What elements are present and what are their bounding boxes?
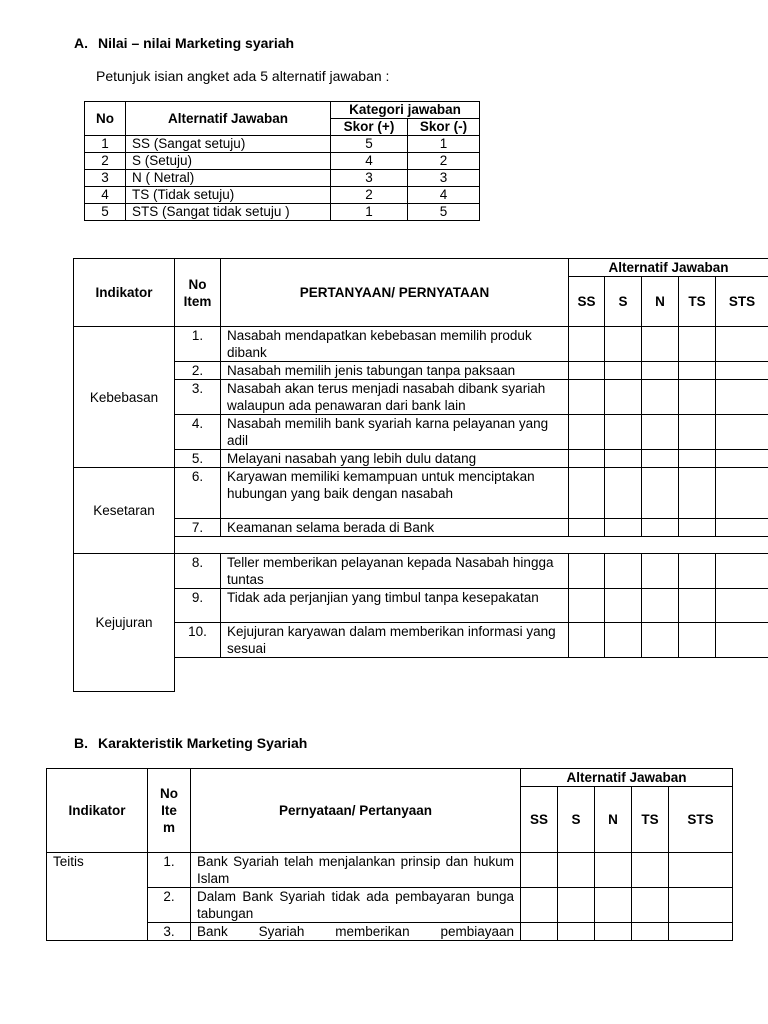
answer-s-cell[interactable]	[605, 519, 642, 537]
answer-ts-cell[interactable]	[679, 623, 716, 658]
item-no: 4.	[175, 415, 221, 450]
answer-ss-cell[interactable]	[569, 362, 605, 380]
answer-sts-cell[interactable]	[716, 554, 768, 589]
score-neg: 3	[408, 170, 480, 187]
qb-header-no-item	[148, 769, 191, 853]
table-row	[47, 888, 733, 923]
answer-sts-cell[interactable]	[716, 589, 768, 623]
score-neg: 5	[408, 204, 480, 221]
item-text: Tidak ada perjanjian yang timbul tanpa kesepakatan	[221, 589, 569, 623]
answer-n-cell[interactable]	[642, 415, 679, 450]
table-row	[74, 658, 768, 692]
score-no: 2	[85, 153, 126, 170]
score-header-alternatif: Alternatif Jawaban	[126, 102, 331, 136]
answer-sts-cell[interactable]	[716, 362, 768, 380]
item-no: 1.	[148, 853, 191, 888]
answer-n-cell[interactable]	[642, 450, 679, 468]
item-text: Nasabah memilih jenis tabungan tanpa paksaan	[221, 362, 569, 380]
answer-n-cell[interactable]	[642, 362, 679, 380]
qb-header-ts: TS	[632, 787, 669, 853]
answer-s-cell[interactable]	[605, 450, 642, 468]
score-label: TS (Tidak setuju)	[126, 187, 331, 204]
answer-ss-cell[interactable]	[569, 589, 605, 623]
score-no: 1	[85, 136, 126, 153]
table-row	[74, 468, 768, 519]
table-row	[85, 187, 480, 204]
score-header-kategori: Kategori jawaban	[331, 102, 480, 119]
score-pos: 5	[331, 136, 408, 153]
answer-sts-cell[interactable]	[716, 380, 768, 415]
item-no: 10.	[175, 623, 221, 658]
table-row	[85, 204, 480, 221]
section-b-letter: B.	[74, 735, 88, 751]
answer-ts-cell[interactable]	[679, 589, 716, 623]
item-text: Bank Syariah telah menjalankan prinsip dan hukum Islam	[191, 853, 521, 888]
indicator-teitis: Teitis	[47, 853, 148, 941]
answer-ts-cell[interactable]	[679, 380, 716, 415]
answer-ss-cell[interactable]	[569, 623, 605, 658]
item-no: 2.	[148, 888, 191, 923]
answer-ts-cell[interactable]	[632, 853, 669, 888]
section-b-heading	[74, 735, 307, 751]
answer-ss-cell[interactable]	[521, 853, 558, 888]
item-no: 2.	[175, 362, 221, 380]
qa-header-pertanyaan: PERTANYAAN/ PERNYATAAN	[221, 259, 569, 327]
qb-header-no-item-line2: Ite	[161, 803, 177, 818]
item-text: Keamanan selama berada di Bank	[221, 519, 569, 537]
table-row	[74, 327, 768, 362]
answer-ss-cell[interactable]	[569, 554, 605, 589]
answer-sts-cell[interactable]	[716, 327, 768, 362]
score-no: 4	[85, 187, 126, 204]
item-text: Bank Syariah memberikan pembiayaan	[191, 923, 521, 941]
answer-n-cell[interactable]	[595, 888, 632, 923]
item-text: Nasabah memilih bank syariah karna pelayanan yang adil	[221, 415, 569, 450]
answer-ss-cell[interactable]	[569, 327, 605, 362]
answer-ts-cell[interactable]	[679, 415, 716, 450]
score-header-no: No	[85, 102, 126, 136]
answer-s-cell[interactable]	[558, 853, 595, 888]
item-no: 8.	[175, 554, 221, 589]
item-no: 3.	[175, 380, 221, 415]
qb-header-s: S	[558, 787, 595, 853]
score-table	[84, 101, 480, 221]
table-row	[85, 136, 480, 153]
answer-n-cell[interactable]	[642, 519, 679, 537]
item-text: Melayani nasabah yang lebih dulu datang	[221, 450, 569, 468]
qa-header-ts: TS	[679, 277, 716, 327]
item-no: 6.	[175, 468, 221, 519]
answer-sts-cell[interactable]	[669, 923, 733, 941]
answer-n-cell[interactable]	[642, 554, 679, 589]
answer-ts-cell[interactable]	[679, 327, 716, 362]
qb-header-indikator: Indikator	[47, 769, 148, 853]
answer-sts-cell[interactable]	[716, 415, 768, 450]
answer-s-cell[interactable]	[605, 623, 642, 658]
answer-s-cell[interactable]	[558, 923, 595, 941]
answer-n-cell[interactable]	[642, 589, 679, 623]
answer-ts-cell[interactable]	[679, 362, 716, 380]
score-header-skor-neg: Skor (-)	[408, 119, 480, 136]
table-row	[85, 153, 480, 170]
answer-sts-cell[interactable]	[716, 623, 768, 658]
score-no: 5	[85, 204, 126, 221]
answer-ss-cell[interactable]	[521, 888, 558, 923]
score-pos: 1	[331, 204, 408, 221]
qb-header-pertanyaan: Pernyataan/ Pertanyaan	[191, 769, 521, 853]
item-no: 3.	[148, 923, 191, 941]
section-a-title: Nilai – nilai Marketing syariah	[98, 35, 295, 51]
answer-ss-cell[interactable]	[569, 415, 605, 450]
answer-s-cell[interactable]	[605, 327, 642, 362]
score-pos: 3	[331, 170, 408, 187]
qb-header-sts: STS	[669, 787, 733, 853]
table-row	[85, 170, 480, 187]
score-label: N ( Netral)	[126, 170, 331, 187]
table-row	[74, 554, 768, 589]
answer-n-cell[interactable]	[642, 623, 679, 658]
answer-ts-cell[interactable]	[679, 519, 716, 537]
answer-sts-cell[interactable]	[669, 888, 733, 923]
table-row	[74, 415, 768, 450]
table-row	[74, 623, 768, 658]
section-b-title: Karakteristik Marketing Syariah	[98, 735, 308, 751]
score-neg: 1	[408, 136, 480, 153]
qa-header-s: S	[605, 277, 642, 327]
questionnaire-a-table	[73, 258, 768, 692]
qa-header-ss: SS	[569, 277, 605, 327]
answer-ts-cell[interactable]	[679, 554, 716, 589]
table-row	[74, 537, 768, 554]
answer-sts-cell[interactable]	[716, 519, 768, 537]
table-row	[74, 519, 768, 537]
qa-header-indikator: Indikator	[74, 259, 175, 327]
answer-ts-cell[interactable]	[679, 450, 716, 468]
qa-header-alternatif: Alternatif Jawaban	[569, 259, 768, 277]
answer-ss-cell[interactable]	[569, 450, 605, 468]
item-text: Karyawan memiliki kemampuan untuk menciptakan hubungan yang baik dengan nasabah	[221, 468, 569, 519]
table-row	[74, 589, 768, 623]
table-row	[47, 853, 733, 888]
qb-header-no-item-line3: m	[162, 820, 175, 835]
answer-ts-cell[interactable]	[679, 468, 716, 519]
section-a-intro: Petunjuk isian angket ada 5 alternatif jawaban :	[96, 68, 390, 84]
answer-s-cell[interactable]	[605, 380, 642, 415]
score-header-skor-pos: Skor (+)	[331, 119, 408, 136]
answer-s-cell[interactable]	[605, 362, 642, 380]
qb-header-no-item-line1: No	[160, 786, 178, 801]
qb-header-n: N	[595, 787, 632, 853]
answer-sts-cell[interactable]	[669, 853, 733, 888]
section-a-heading	[74, 35, 294, 51]
score-neg: 2	[408, 153, 480, 170]
section-a-letter: A.	[74, 35, 88, 51]
answer-n-cell[interactable]	[595, 923, 632, 941]
item-no: 1.	[175, 327, 221, 362]
qa-header-n: N	[642, 277, 679, 327]
answer-n-cell[interactable]	[642, 380, 679, 415]
score-pos: 2	[331, 187, 408, 204]
item-no: 9.	[175, 589, 221, 623]
score-no: 3	[85, 170, 126, 187]
qa-header-no-item: No Item	[175, 259, 221, 327]
table-row	[74, 450, 768, 468]
item-text: Teller memberikan pelayanan kepada Nasabah hingga tuntas	[221, 554, 569, 589]
answer-n-cell[interactable]	[642, 327, 679, 362]
qa-header-sts: STS	[716, 277, 768, 327]
answer-ss-cell[interactable]	[569, 468, 605, 519]
answer-ss-cell[interactable]	[569, 380, 605, 415]
answer-sts-cell[interactable]	[716, 468, 768, 519]
answer-n-cell[interactable]	[642, 468, 679, 519]
answer-ts-cell[interactable]	[632, 888, 669, 923]
answer-s-cell[interactable]	[605, 554, 642, 589]
item-text: Nasabah mendapatkan kebebasan memilih produk dibank	[221, 327, 569, 362]
score-label: SS (Sangat setuju)	[126, 136, 331, 153]
answer-ss-cell[interactable]	[521, 923, 558, 941]
table-row	[74, 380, 768, 415]
score-neg: 4	[408, 187, 480, 204]
table-row	[47, 923, 733, 941]
indicator-kesetaran: Kesetaran	[74, 468, 175, 554]
item-text: Kejujuran karyawan dalam memberikan informasi yang sesuai	[221, 623, 569, 658]
table-row	[74, 362, 768, 380]
blank-area	[175, 658, 768, 692]
spacer-row	[175, 537, 768, 554]
qb-header-alternatif: Alternatif Jawaban	[521, 769, 733, 787]
answer-s-cell[interactable]	[605, 468, 642, 519]
questionnaire-b-table	[46, 768, 733, 941]
answer-s-cell[interactable]	[558, 888, 595, 923]
score-label: STS (Sangat tidak setuju )	[126, 204, 331, 221]
answer-n-cell[interactable]	[595, 853, 632, 888]
score-label: S (Setuju)	[126, 153, 331, 170]
answer-ss-cell[interactable]	[569, 519, 605, 537]
item-no: 7.	[175, 519, 221, 537]
indicator-kejujuran: Kejujuran	[74, 554, 175, 692]
item-text: Nasabah akan terus menjadi nasabah dibank syariah walaupun ada penawaran dari bank lain	[221, 380, 569, 415]
answer-s-cell[interactable]	[605, 589, 642, 623]
item-text: Dalam Bank Syariah tidak ada pembayaran bunga tabungan	[191, 888, 521, 923]
score-pos: 4	[331, 153, 408, 170]
answer-ts-cell[interactable]	[632, 923, 669, 941]
answer-sts-cell[interactable]	[716, 450, 768, 468]
item-no: 5.	[175, 450, 221, 468]
qb-header-ss: SS	[521, 787, 558, 853]
answer-s-cell[interactable]	[605, 415, 642, 450]
indicator-kebebasan: Kebebasan	[74, 327, 175, 468]
